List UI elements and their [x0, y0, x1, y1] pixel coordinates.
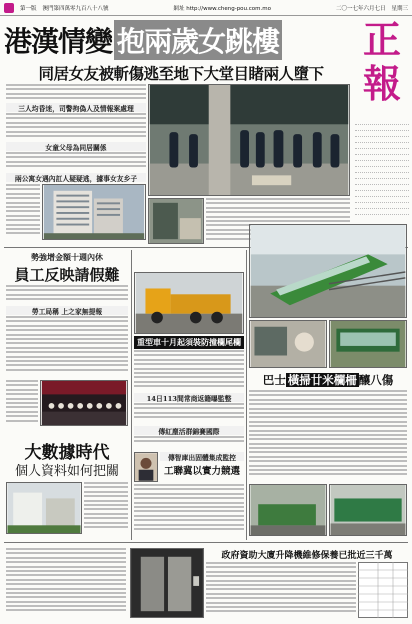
headline-part-1: 港漢情變	[4, 25, 113, 58]
bus-headline-part-1: 巴士	[262, 373, 286, 387]
mid-kicker-2: 傳紅塵活群錦賽國際	[134, 426, 244, 435]
issue-number: 澳門第四萬零九百八十八號	[42, 5, 109, 12]
bigdata-subheadline: 個人資料如何把關	[14, 464, 119, 479]
bus-headline[interactable]	[249, 372, 407, 388]
mid-kicker-1: 14日113間常商返籍曝監整	[134, 393, 244, 402]
lead-kicker-2: 女童父母為同居關係	[6, 142, 146, 151]
portrait-photo	[134, 452, 158, 482]
top-bar	[0, 0, 412, 16]
labour-text-3	[6, 380, 38, 426]
weekday: 星期三	[391, 5, 408, 12]
lead-text-intro	[6, 84, 146, 102]
truck-photo	[134, 272, 244, 334]
data-center-photo	[6, 482, 82, 534]
ceremony-photo	[40, 380, 128, 426]
website-url[interactable]: 網址 http://www.cheng-pou.com.mo	[173, 5, 271, 12]
bus-interior-photo-2	[329, 320, 407, 368]
lead-kicker-1: 三人均昏迷，司警拘偽人及情報案處理	[6, 103, 146, 112]
truck-text	[134, 350, 244, 390]
issue-date: 二〇一七年六月七日	[335, 5, 386, 12]
page-label: 第一版	[20, 5, 37, 12]
labour-kicker: 勢強增金額十週內休	[31, 252, 103, 262]
bus-interior-photo-1	[249, 320, 327, 368]
lead-text-body-2	[6, 152, 146, 172]
labour-subkicker: 勞工局稱 上之家無提報	[6, 306, 128, 315]
masthead-char-2: 報	[362, 61, 401, 106]
elevator-table	[358, 562, 408, 618]
bus-crash-photo	[249, 224, 407, 318]
column-divider-left	[131, 250, 132, 540]
lead-headline[interactable]	[4, 18, 350, 62]
union-text	[134, 484, 244, 536]
police-scene-photo	[148, 84, 350, 196]
masthead-char-1: 正	[362, 17, 401, 62]
bottom-left-text	[6, 548, 126, 618]
labour-text-1	[6, 285, 128, 305]
truck-caption[interactable]: 重型車十月起須裝防撞欄尾欄	[134, 336, 244, 349]
paper-logo-icon	[4, 3, 14, 13]
masthead	[355, 18, 409, 118]
elevator-text	[206, 562, 356, 618]
lead-subheadline: 同居女友被斬傷逃至地下大堂目睹兩人墮下	[38, 64, 324, 83]
bigdata-headline[interactable]: 大數據時代	[24, 443, 110, 463]
labour-headline[interactable]: 員工反映請假難	[14, 266, 120, 284]
elevator-headline[interactable]: 政府資助大廈升降機維修保養已批近三千萬	[221, 551, 393, 561]
labour-text-2	[6, 316, 128, 376]
bus-scene-photo-1	[249, 484, 327, 536]
building-photo	[42, 184, 146, 240]
union-headline[interactable]: 工聯冀以實力競選	[163, 466, 240, 477]
bus-text	[249, 390, 407, 480]
elevator-photo	[130, 548, 204, 618]
lead-text-body-3	[6, 184, 40, 240]
bigdata-text	[84, 482, 128, 534]
mid-text-2	[134, 436, 244, 448]
mid-kicker-3: 傳智庫出固體集成監控	[160, 452, 244, 461]
headline-part-2: 抱兩歲女跳樓	[114, 20, 282, 60]
lead-kicker-3: 兩公寓女遇內訌人疑疑逃，據事女友乡子	[6, 173, 146, 182]
bus-headline-part-2: 橫掃廿米欄柵	[287, 373, 357, 387]
section-divider-2	[4, 542, 408, 543]
stairwell-photo	[148, 198, 204, 244]
column-divider-right	[246, 250, 247, 540]
mid-text-1	[134, 403, 244, 425]
lead-text-body-1	[6, 113, 146, 141]
bus-headline-part-3: 釀八傷	[358, 373, 394, 387]
masthead-info-column	[355, 120, 409, 216]
bus-scene-photo-2	[329, 484, 407, 536]
